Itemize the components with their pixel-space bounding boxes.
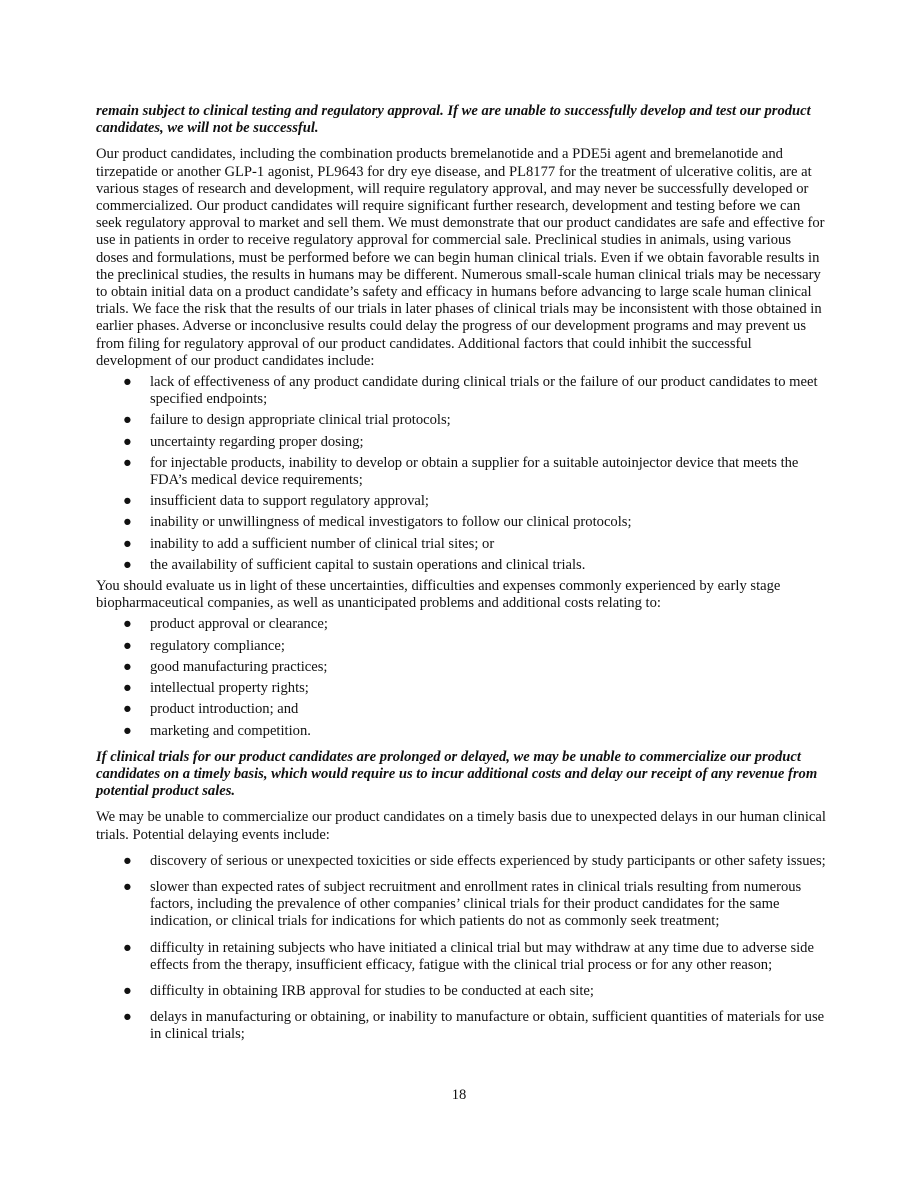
list-item-text: insufficient data to support regulatory approval;: [150, 493, 429, 510]
list-item: [96, 514, 826, 531]
list-item: [96, 455, 826, 489]
list-item-text: failure to design appropriate clinical trial protocols;: [150, 412, 451, 429]
bullet-list: [96, 374, 826, 574]
list-item: [96, 412, 826, 429]
bullet-icon: ●: [123, 556, 132, 573]
list-item-text: for injectable products, inability to develop or obtain a supplier for a suitable autoinjector device that meets the FDA’s medical device requirements;: [150, 454, 799, 489]
paragraph: Our product candidates, including the combination products bremelanotide and a PDE5i agent and bremelanotide and tirzepatide or another GLP-1 agonist, PL9643 for dry eye disease, and PL8177 for the treatment of ulcerative colitis, are at various stages of research and development, will require regulatory approval, and may never be successfully developed or commercialized. Our product candidates will require significant further research, development and testing before we can seek regulatory approval to market and sell them. We must demonstrate that our product candidates are safe and effective for use in patients in order to receive regulatory approval for commercial sale. Preclinical studies in animals, using various doses and formulations, must be performed before we can begin human clinical trials. Even if we obtain favorable results in the preclinical studies, the results in humans may be different. Numerous small-scale human clinical trials may be necessary to obtain initial data on a product candidate’s safety and efficacy in humans before advancing to large scale human clinical trials. We face the risk that the results of our trials in later phases of clinical trials may be inconsistent with those obtained in earlier phases. Adverse or inconclusive results could delay the progress of our development programs and may prevent us from filing for regulatory approval of our product candidates. Additional factors that could inhibit the successful development of our product candidates include:: [96, 146, 825, 369]
list-item: [96, 536, 826, 553]
list-item-text: uncertainty regarding proper dosing;: [150, 433, 364, 450]
list-item-text: delays in manufacturing or obtaining, or inability to manufacture or obtain, sufficient quantities of materials for use in clinical trials;: [150, 1009, 825, 1043]
list-item-text: marketing and competition.: [150, 722, 311, 739]
bullet-icon: ●: [123, 982, 132, 999]
list-item-text: the availability of sufficient capital to sustain operations and clinical trials.: [150, 556, 586, 573]
list-item: [96, 983, 826, 1000]
bullet-icon: ●: [123, 680, 132, 697]
list-item: [96, 434, 826, 451]
list-item-text: inability to add a sufficient number of clinical trial sites; or: [150, 535, 495, 552]
bullet-icon: ●: [123, 722, 132, 739]
list-item: [96, 493, 826, 510]
list-item-text: product introduction; and: [150, 701, 299, 718]
list-item-text: difficulty in retaining subjects who have initiated a clinical trial but may withdraw at any time due to adverse side effects from the therapy, insufficient efficacy, fatigue with the clinical trial process or for any other reason;: [150, 939, 814, 973]
paragraph: We may be unable to commercialize our product candidates on a timely basis due to unexpected delays in our human clinical trials. Potential delaying events include:: [96, 809, 826, 843]
list-item: [96, 557, 826, 574]
bullet-icon: ●: [123, 412, 132, 429]
bullet-icon: ●: [123, 514, 132, 531]
list-item-text: intellectual property rights;: [150, 680, 309, 697]
risk-heading: If clinical trials for our product candidates are prolonged or delayed, we may be unable to commercialize our product candidates on a timely basis, which would require us to incur additional costs and delay our receipt of any revenue from potential product sales.: [96, 748, 818, 800]
page-number: 18: [451, 1087, 467, 1103]
list-item: [96, 853, 826, 870]
bullet-icon: ●: [123, 878, 132, 895]
list-item-text: slower than expected rates of subject recruitment and enrollment rates in clinical trials resulting from numerous factors, including the prevalence of other companies’ clinical trials for their product candidates for the same indication, or clinical trials for indications for which patients do not as commonly seek treatment;: [150, 878, 802, 930]
bullet-icon: ●: [123, 658, 132, 675]
list-item: [96, 1009, 826, 1043]
list-item: [96, 723, 826, 740]
bullet-icon: ●: [123, 616, 132, 633]
list-item: [96, 374, 826, 408]
list-item: [96, 701, 826, 718]
list-item-text: regulatory compliance;: [150, 637, 285, 654]
paragraph: You should evaluate us in light of these uncertainties, difficulties and expenses commonly experienced by early stage biopharmaceutical companies, as well as unanticipated problems and additional costs relating to:: [96, 578, 781, 612]
bullet-icon: ●: [123, 374, 132, 391]
bullet-icon: ●: [123, 637, 132, 654]
bullet-icon: ●: [123, 493, 132, 510]
list-item-text: difficulty in obtaining IRB approval for studies to be conducted at each site;: [150, 982, 594, 999]
list-item: [96, 940, 826, 974]
bullet-icon: ●: [123, 939, 132, 956]
list-item-text: lack of effectiveness of any product candidate during clinical trials or the failure of our product candidates to meet specified endpoints;: [150, 374, 818, 408]
bullet-list: [96, 616, 826, 739]
list-item-text: product approval or clearance;: [150, 616, 328, 633]
list-item-text: inability or unwillingness of medical investigators to follow our clinical protocols;: [150, 514, 632, 531]
list-item: [96, 638, 826, 655]
document-page: [96, 103, 826, 1044]
bullet-icon: ●: [123, 433, 132, 450]
list-item: [96, 680, 826, 697]
bullet-list: [96, 853, 826, 1044]
list-item: [96, 616, 826, 633]
list-item-text: good manufacturing practices;: [150, 658, 328, 675]
list-item: [96, 659, 826, 676]
bullet-icon: ●: [123, 852, 132, 869]
list-item: [96, 879, 826, 931]
bullet-icon: ●: [123, 454, 132, 471]
bullet-icon: ●: [123, 535, 132, 552]
risk-heading: remain subject to clinical testing and regulatory approval. If we are unable to successfully develop and test our product candidates, we will not be successful.: [96, 103, 811, 137]
bullet-icon: ●: [123, 1009, 132, 1026]
bullet-icon: ●: [123, 701, 132, 718]
list-item-text: discovery of serious or unexpected toxicities or side effects experienced by study participants or other safety issues;: [150, 852, 826, 869]
